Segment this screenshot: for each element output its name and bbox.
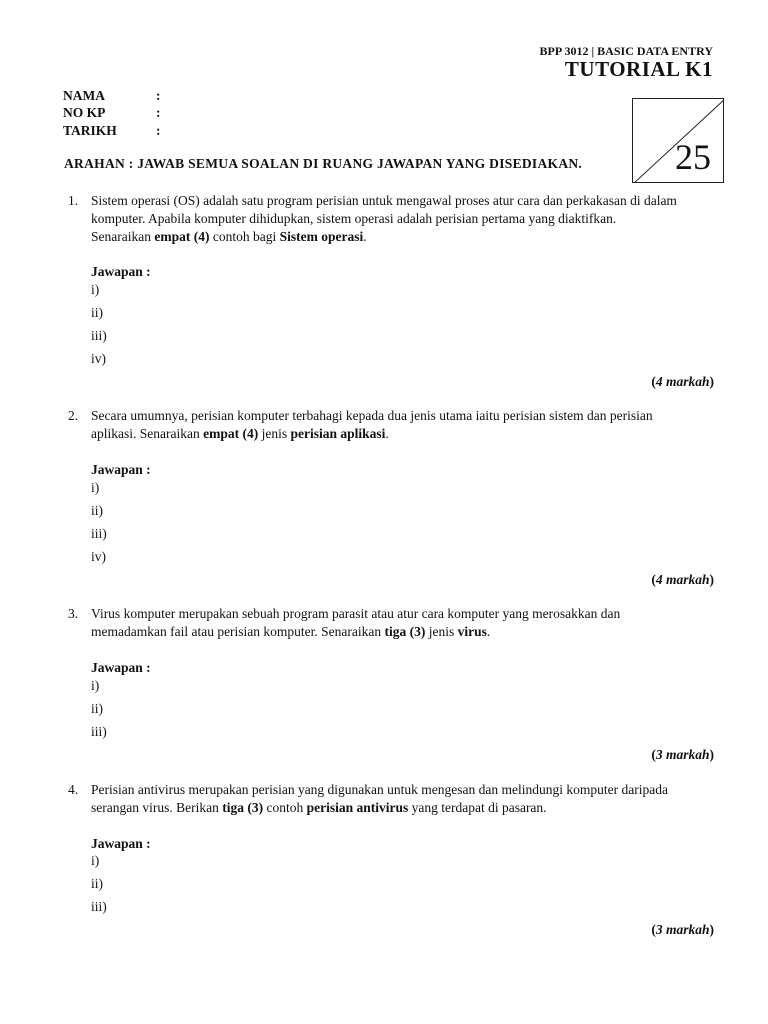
question-text: komputer. Apabila komputer dihidupkan, sistem operasi adalah perisian pertama yang diaktifkan. (91, 211, 617, 226)
question-emphasis: tiga (3) (384, 624, 426, 639)
tutorial-title: TUTORIAL K1 (564, 57, 713, 81)
question-text: aplikasi. Senaraikan (91, 426, 204, 441)
question-2-answer-item: ii) (91, 503, 103, 518)
question-4-text-line (91, 782, 668, 798)
question-text: memadamkan fail atau perisian komputer. Senaraikan (91, 624, 385, 639)
question-3-answer-item: i) (91, 678, 100, 693)
question-1-text-line (91, 229, 367, 245)
question-text: . (363, 229, 367, 244)
question-2-answer-label: Jawapan : (91, 462, 151, 477)
question-1-answer-item: iv) (91, 351, 106, 366)
question-3-text-line (91, 606, 620, 622)
question-2-marks (651, 572, 714, 588)
question-1-text-line (91, 211, 616, 227)
question-1-answer-item: iii) (91, 328, 107, 343)
question-3-text-line (91, 624, 490, 640)
question-text: serangan virus. Berikan (91, 800, 223, 815)
question-2-answer-item: i) (91, 480, 100, 495)
marks-open-paren: ( (651, 747, 656, 762)
question-2-text-line (91, 426, 389, 442)
question-4-answer-item: i) (91, 853, 100, 868)
question-2-text-line (91, 408, 653, 424)
question-1-marks (651, 374, 714, 390)
score-box (632, 98, 724, 183)
question-1-text-line (91, 193, 677, 209)
question-2-number: 2. (68, 408, 79, 423)
marks-close-paren: ) (709, 374, 714, 389)
date-field-label: TARIKH (63, 123, 117, 138)
question-2-answer-item: iii) (91, 526, 107, 541)
question-text: Virus komputer merupakan sebuah program parasit atau atur cara komputer yang merosakkan dan (91, 606, 621, 621)
score-total: 25 (675, 137, 711, 177)
name-field-colon: : (156, 88, 161, 103)
question-1-number: 1. (68, 193, 79, 208)
ic-field-colon: : (156, 105, 161, 120)
ic-field-label: NO KP (63, 105, 106, 120)
question-3-marks (651, 747, 714, 763)
question-4-answer-label: Jawapan : (91, 836, 151, 851)
name-field-label: NAMA (63, 88, 105, 103)
question-emphasis: Sistem operasi (279, 229, 364, 244)
question-text: jenis (258, 426, 291, 441)
marks-value: 4 markah (655, 374, 710, 389)
instruction: ARAHAN : JAWAB SEMUA SOALAN DI RUANG JAWAPAN YANG DISEDIAKAN. (64, 156, 583, 171)
question-4-answer-item: ii) (91, 876, 103, 891)
date-field-colon: : (156, 123, 161, 138)
question-emphasis: tiga (3) (222, 800, 264, 815)
question-4-answer-item: iii) (91, 899, 107, 914)
marks-value: 4 markah (655, 572, 710, 587)
question-emphasis: virus (457, 624, 487, 639)
question-text: Senaraikan (91, 229, 155, 244)
question-1-answer-item: i) (91, 282, 100, 297)
question-1-answer-label: Jawapan : (91, 264, 151, 279)
question-text: . (385, 426, 389, 441)
question-3-number: 3. (68, 606, 79, 621)
question-text: . (486, 624, 491, 639)
marks-open-paren: ( (651, 922, 656, 937)
question-text: Perisian antivirus merupakan perisian yang digunakan untuk mengesan dan melindungi komputer daripada (91, 782, 668, 797)
question-4-marks (651, 922, 714, 938)
question-3-answer-label: Jawapan : (91, 660, 151, 675)
question-emphasis: empat (4) (154, 229, 210, 244)
question-emphasis: perisian aplikasi (290, 426, 386, 441)
question-4-text-line (91, 800, 547, 816)
question-3-answer-item: iii) (91, 724, 107, 739)
question-emphasis: perisian antivirus (306, 800, 409, 815)
question-text: contoh bagi (209, 229, 280, 244)
marks-close-paren: ) (709, 922, 714, 937)
question-text: yang terdapat di pasaran. (408, 800, 547, 815)
question-1-answer-item: ii) (91, 305, 103, 320)
marks-value: 3 markah (655, 922, 710, 937)
question-text: Secara umumnya, perisian komputer terbahagi kepada dua jenis utama iaitu perisian sistem dan perisian (91, 408, 653, 423)
question-3-answer-item: ii) (91, 701, 103, 716)
course-title: BPP 3012 | BASIC DATA ENTRY (539, 44, 713, 58)
marks-open-paren: ( (651, 572, 656, 587)
question-text: contoh (263, 800, 307, 815)
question-4-number: 4. (68, 782, 79, 797)
marks-value: 3 markah (655, 747, 710, 762)
question-2-answer-item: iv) (91, 549, 106, 564)
question-text: Sistem operasi (OS) adalah satu program perisian untuk mengawal proses atur cara dan perkakasan di dalam (91, 193, 677, 208)
question-emphasis: empat (4) (203, 426, 259, 441)
question-text: jenis (425, 624, 458, 639)
marks-close-paren: ) (709, 747, 714, 762)
marks-close-paren: ) (709, 572, 714, 587)
marks-open-paren: ( (651, 374, 656, 389)
